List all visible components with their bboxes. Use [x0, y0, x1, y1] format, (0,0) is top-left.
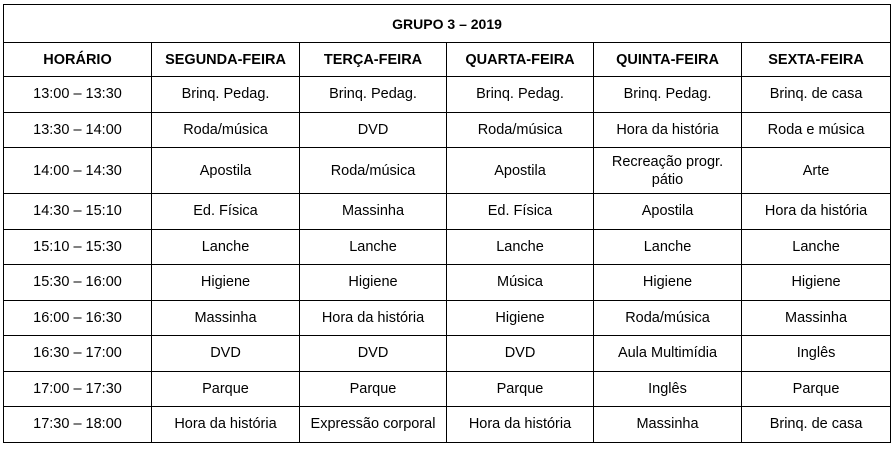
cell-text: Lanche: [496, 238, 544, 255]
monday-cell: [152, 371, 300, 407]
cell-text: 13:30 – 14:00: [33, 121, 122, 138]
cell-text: Lanche: [643, 238, 692, 255]
cell-text: Ed. Física: [487, 203, 553, 220]
time-cell: [4, 77, 152, 113]
cell-text: Inglês: [648, 380, 687, 397]
cell-text: Inglês: [796, 345, 836, 362]
time-cell: [4, 194, 152, 230]
monday-cell: [152, 229, 300, 265]
cell-text: 14:30 – 15:10: [33, 203, 122, 220]
cell-text: Ed. Física: [193, 203, 258, 220]
wednesday-cell: [447, 407, 594, 443]
table-row: [4, 194, 891, 230]
table-row: [4, 148, 891, 194]
thursday-cell: [594, 194, 742, 230]
cell-text: 16:30 – 17:00: [33, 345, 122, 362]
friday-cell: [742, 371, 891, 407]
cell-text: Aula Multimídia: [617, 345, 718, 362]
cell-text: Higiene: [200, 274, 251, 291]
cell-text: Brinq. Pedag.: [329, 86, 417, 103]
thursday-cell: [594, 77, 742, 113]
cell-text: Hora da história: [174, 416, 277, 433]
cell-text: Hora da história: [321, 309, 425, 326]
wednesday-cell: [447, 194, 594, 230]
cell-text: 17:00 – 17:30: [33, 380, 122, 397]
cell-text: Brinq. de casa: [769, 416, 863, 433]
table-row: [4, 265, 891, 301]
monday-cell: [152, 336, 300, 372]
column-header-monday: SEGUNDA-FEIRA: [152, 43, 300, 77]
cell-text: Lanche: [201, 238, 250, 255]
monday-cell: [152, 194, 300, 230]
tuesday-cell: [300, 265, 447, 301]
cell-text: Hora da história: [764, 203, 868, 220]
cell-text: 15:10 – 15:30: [33, 238, 122, 255]
time-cell: [4, 112, 152, 148]
thursday-cell: [594, 229, 742, 265]
cell-text: DVD: [357, 121, 389, 138]
cell-text: Higiene: [348, 274, 398, 291]
time-cell: [4, 300, 152, 336]
cell-text: Roda/música: [625, 309, 710, 326]
time-cell: [4, 148, 152, 194]
time-cell: [4, 407, 152, 443]
cell-text: Massinha: [636, 416, 699, 433]
cell-text: Higiene: [495, 309, 545, 326]
cell-text: DVD: [210, 345, 241, 362]
wednesday-cell: [447, 265, 594, 301]
monday-cell: [152, 265, 300, 301]
cell-text: Brinq. Pedag.: [476, 86, 564, 103]
cell-text: Hora da história: [468, 416, 572, 433]
cell-text: Expressão corporal: [310, 416, 436, 433]
monday-cell: [152, 112, 300, 148]
cell-text: Massinha: [785, 309, 848, 326]
table-row: [4, 77, 891, 113]
thursday-cell: [594, 407, 742, 443]
header-row: [4, 43, 891, 77]
cell-text: 16:00 – 16:30: [33, 309, 122, 326]
cell-text: Brinq. Pedag.: [181, 86, 270, 103]
monday-cell: [152, 77, 300, 113]
table-row: [4, 336, 891, 372]
cell-text: Higiene: [791, 274, 841, 291]
column-header-tuesday: TERÇA-FEIRA: [300, 43, 447, 77]
column-header-time: HORÁRIO: [4, 43, 152, 77]
cell-text: Brinq. Pedag.: [623, 86, 712, 103]
cell-text: Roda e música: [767, 121, 865, 138]
cell-text: DVD: [504, 345, 536, 362]
wednesday-cell: [447, 336, 594, 372]
thursday-cell: [594, 265, 742, 301]
tuesday-cell: [300, 148, 447, 194]
cell-text: Roda/música: [183, 121, 268, 138]
tuesday-cell: [300, 194, 447, 230]
friday-cell: [742, 112, 891, 148]
tuesday-cell: [300, 300, 447, 336]
table-row: [4, 300, 891, 336]
cell-text: Higiene: [642, 274, 693, 291]
cell-text: Massinha: [194, 309, 257, 326]
cell-text: Apostila: [494, 162, 546, 179]
cell-text: 13:00 – 13:30: [33, 86, 122, 103]
monday-cell: [152, 300, 300, 336]
cell-text: Lanche: [349, 238, 397, 255]
table-row: [4, 229, 891, 265]
friday-cell: [742, 229, 891, 265]
cell-text: Roda/música: [477, 121, 563, 138]
time-cell: [4, 371, 152, 407]
cell-text: Parque: [349, 380, 397, 397]
wednesday-cell: [447, 112, 594, 148]
cell-text: Massinha: [341, 203, 405, 220]
cell-text: Apostila: [199, 162, 252, 179]
tuesday-cell: [300, 229, 447, 265]
cell-text: Música: [497, 274, 543, 291]
tuesday-cell: [300, 371, 447, 407]
wednesday-cell: [447, 77, 594, 113]
thursday-cell: [594, 148, 742, 194]
friday-cell: [742, 148, 891, 194]
friday-cell: [742, 77, 891, 113]
thursday-cell: [594, 371, 742, 407]
thursday-cell: [594, 112, 742, 148]
table-row: [4, 407, 891, 443]
wednesday-cell: [447, 229, 594, 265]
tuesday-cell: [300, 336, 447, 372]
cell-text: 14:00 – 14:30: [33, 162, 122, 179]
column-header-friday: SEXTA-FEIRA: [742, 43, 891, 77]
cell-text: Apostila: [641, 203, 694, 220]
table-row: [4, 112, 891, 148]
cell-text: Parque: [202, 380, 249, 397]
time-cell: [4, 336, 152, 372]
monday-cell: [152, 148, 300, 194]
column-header-thursday: QUINTA-FEIRA: [594, 43, 742, 77]
friday-cell: [742, 300, 891, 336]
cell-text: Arte: [802, 162, 830, 179]
monday-cell: [152, 407, 300, 443]
cell-text: Parque: [496, 380, 544, 397]
time-cell: [4, 265, 152, 301]
cell-text: Hora da história: [616, 121, 719, 138]
column-header-wednesday: QUARTA-FEIRA: [447, 43, 594, 77]
cell-text: Brinq. de casa: [769, 86, 863, 103]
wednesday-cell: [447, 148, 594, 194]
cell-text: Roda/música: [330, 162, 416, 179]
time-cell: [4, 229, 152, 265]
wednesday-cell: [447, 371, 594, 407]
cell-text: Recreação progr. pátio: [611, 153, 724, 188]
table-row: [4, 371, 891, 407]
cell-text: DVD: [357, 345, 389, 362]
schedule-table: [3, 4, 891, 443]
table-title: GRUPO 3 – 2019: [4, 5, 891, 43]
cell-text: 17:30 – 18:00: [33, 416, 122, 433]
thursday-cell: [594, 300, 742, 336]
wednesday-cell: [447, 300, 594, 336]
tuesday-cell: [300, 407, 447, 443]
friday-cell: [742, 336, 891, 372]
schedule-body: [4, 77, 891, 443]
tuesday-cell: [300, 112, 447, 148]
friday-cell: [742, 265, 891, 301]
friday-cell: [742, 194, 891, 230]
friday-cell: [742, 407, 891, 443]
cell-text: Parque: [792, 380, 840, 397]
tuesday-cell: [300, 77, 447, 113]
thursday-cell: [594, 336, 742, 372]
title-row: [4, 5, 891, 43]
cell-text: Lanche: [792, 238, 840, 255]
cell-text: 15:30 – 16:00: [33, 274, 122, 291]
